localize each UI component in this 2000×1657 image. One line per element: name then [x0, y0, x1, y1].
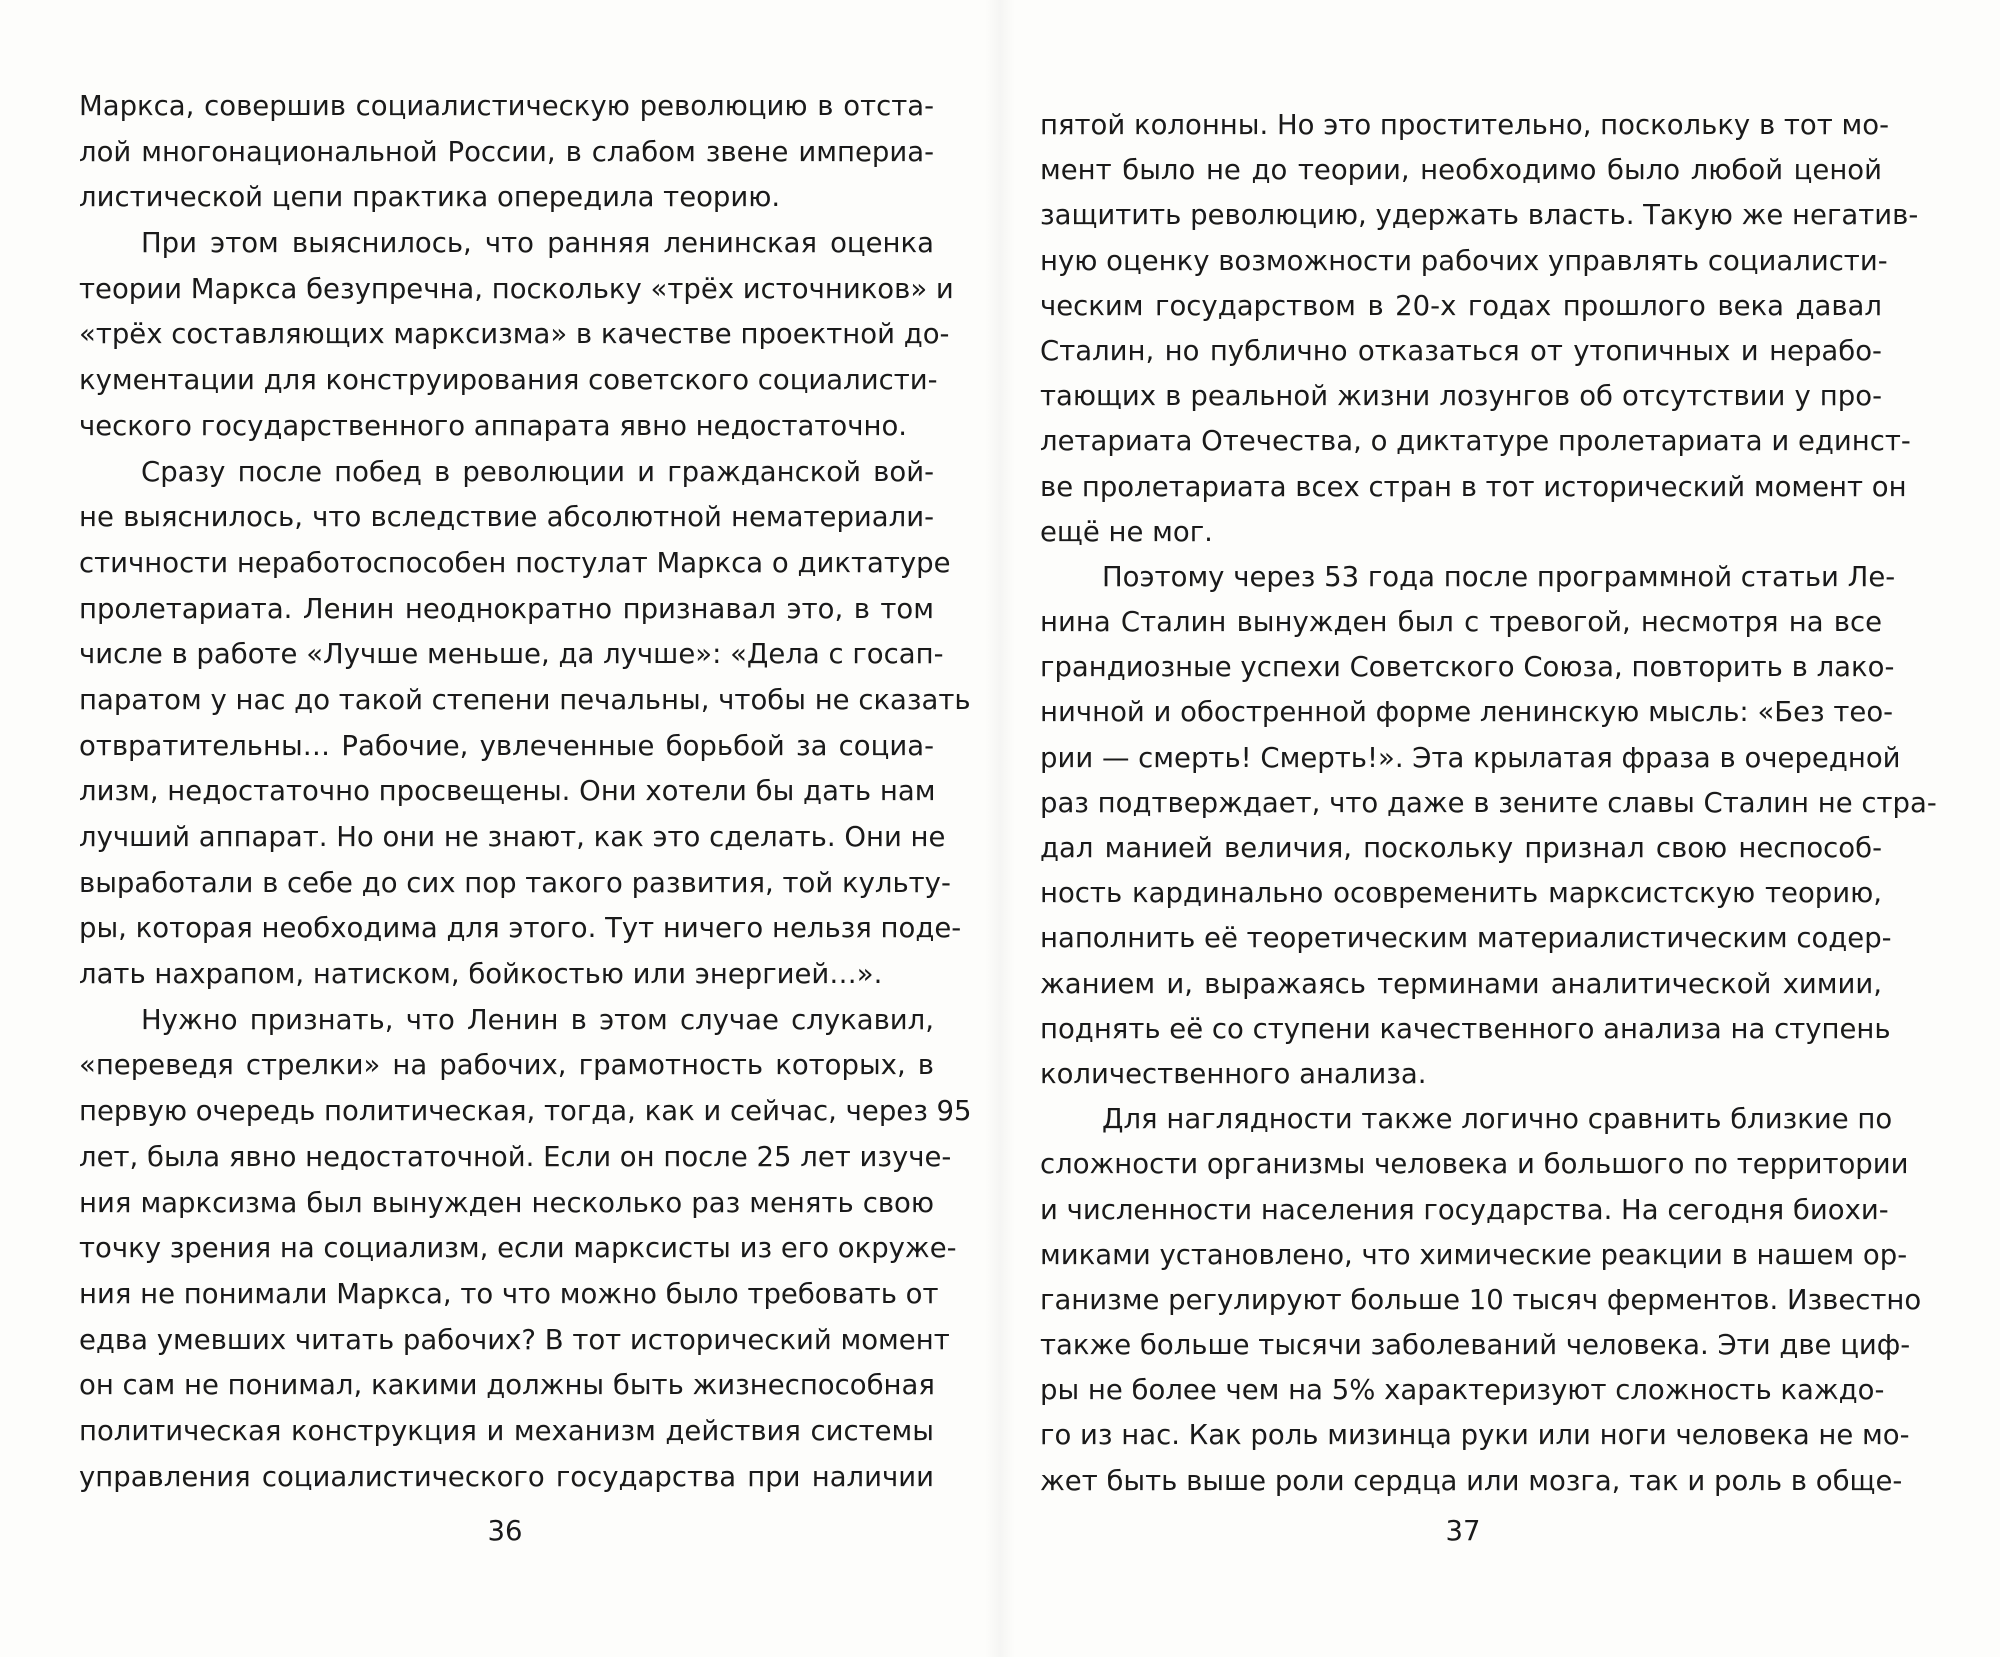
text-line: отвратительны… Рабочие, увлеченные борьбой за социа- [79, 729, 934, 762]
text-line: и численности населения государства. На сегодня биохи- [1040, 1193, 1889, 1226]
text-line: жанием и, выражаясь терминами аналитической химии, [1040, 967, 1882, 1000]
text-line: При этом выяснилось, что ранняя ленинская оценка [141, 227, 934, 260]
text-line: нина Сталин вынужден был с тревогой, несмотря на все [1040, 606, 1882, 639]
text-line: Маркса, совершив социалистическую революцию в отста- [79, 90, 934, 122]
text-line: лет, была явно недостаточной. Если он после 25 лет изуче- [79, 1140, 952, 1173]
text-line: грандиозные успехи Советского Союза, повторить в лако- [1040, 651, 1895, 684]
text-line: едва умевших читать рабочих? В тот исторический момент [79, 1323, 950, 1356]
text-line: ния марксизма был вынужден несколько раз менять свою [79, 1186, 934, 1219]
text-line: ную оценку возможности рабочих управлять социалисти- [1040, 244, 1888, 277]
text-line: лизм, недостаточно просвещены. Они хотели бы дать нам [79, 775, 936, 808]
text-line: Сталин, но публично отказаться от утопичных и нерабо- [1040, 334, 1882, 367]
text-line: паратом у нас до такой степени печальны, чтобы не сказать [79, 683, 971, 716]
text-line: лой многонациональной России, в слабом звене империа- [79, 135, 934, 168]
book-gutter [985, 0, 1015, 1657]
page-number-right: 37 [1445, 1515, 1481, 1547]
text-line: «трёх составляющих марксизма» в качестве проектной до- [79, 318, 950, 351]
left-page-text [79, 84, 972, 1500]
text-line: раз подтверждает, что даже в зените славы Сталин не стра- [1040, 786, 1937, 819]
text-line: первую очередь политическая, тогда, как и сейчас, через 95 [79, 1095, 972, 1128]
text-line: ганизме регулируют больше 10 тысяч ферментов. Известно [1040, 1283, 1922, 1316]
text-line: количественного анализа. [1040, 1057, 1427, 1090]
text-line: поднять её со ступени качественного анализа на ступень [1040, 1012, 1891, 1045]
text-line: он сам не понимал, какими должны быть жизнеспособная [79, 1369, 935, 1402]
text-line: ничной и обостренной форме ленинскую мысль: «Без тео- [1040, 696, 1894, 729]
text-line: миками установлено, что химические реакции в нашем ор- [1040, 1238, 1908, 1271]
text-line: тающих в реальной жизни лозунгов об отсутствии у про- [1040, 380, 1882, 413]
text-line: ческого государственного аппарата явно недостаточно. [79, 409, 908, 442]
text-line: стичности неработоспособен постулат Маркса о диктатуре [79, 546, 951, 579]
text-line: Поэтому через 53 года после программной статьи Ле- [1102, 560, 1896, 593]
text-line: лать нахрапом, натиском, бойкостью или энергией…». [79, 958, 883, 991]
text-line: пятой колонны. Но это простительно, поскольку в тот мо- [1040, 109, 1889, 141]
text-line: ве пролетариата всех стран в тот исторический момент он [1040, 470, 1907, 503]
text-line: дал манией величия, поскольку признал свою неспособ- [1040, 832, 1882, 864]
text-line: теории Маркса безупречна, поскольку «трёх источников» и [79, 272, 954, 305]
text-line: также больше тысячи заболеваний человека. Эти две циф- [1040, 1329, 1911, 1362]
text-line: «переведя стрелки» на рабочих, грамотность которых, в [79, 1049, 934, 1082]
text-line: наполнить её теоретическим материалистическим содер- [1040, 922, 1892, 955]
text-line: ры, которая необходима для этого. Тут ничего нельзя поде- [79, 912, 962, 945]
text-line: управления социалистического государства при наличии [79, 1460, 934, 1493]
text-line: пролетариата. Ленин неоднократно признавал это, в том [79, 592, 934, 625]
page-number-left: 36 [487, 1515, 523, 1547]
text-line: ры не более чем на 5% характеризуют сложность каждо- [1040, 1374, 1885, 1407]
right-page-text [1040, 103, 1937, 1504]
text-line: листической цепи практика опередила теорию. [79, 181, 781, 214]
text-line: выработали в себе до сих пор такого развития, той культу- [79, 866, 951, 899]
text-line: ещё не мог. [1040, 515, 1213, 548]
text-line: не выяснилось, что вследствие абсолютной нематериали- [79, 501, 934, 534]
text-line: точку зрения на социализм, если марксисты из его окруже- [79, 1232, 957, 1265]
text-line: летариата Отечества, о диктатуре пролетариата и единст- [1040, 425, 1911, 458]
text-line: политическая конструкция и механизм действия системы [79, 1414, 934, 1447]
text-line: числе в работе «Лучше меньше, да лучше»: «Дела с госап- [79, 638, 944, 671]
text-line: го из нас. Как роль мизинца руки или ноги человека не мо- [1040, 1419, 1910, 1452]
text-line: Для наглядности также логично сравнить близкие по [1102, 1103, 1893, 1136]
text-line: жет быть выше роли сердца или мозга, так и роль в обще- [1040, 1464, 1903, 1497]
text-line: Сразу после побед в революции и гражданской вой- [141, 455, 934, 488]
text-line: ность кардинально осовременить марксистскую теорию, [1040, 877, 1882, 910]
text-line: защитить революцию, удержать власть. Такую же негатив- [1040, 199, 1919, 232]
text-line: рии — смерть! Смерть!». Эта крылатая фраза в очередной [1040, 741, 1901, 774]
text-line: сложности организмы человека и большого по территории [1040, 1148, 1909, 1181]
text-line: кументации для конструирования советского социалисти- [79, 364, 938, 397]
text-line: ческим государством в 20-х годах прошлого века давал [1040, 289, 1882, 322]
text-line: Нужно признать, что Ленин в этом случае слукавил, [141, 1003, 934, 1036]
text-line: лучший аппарат. Но они не знают, как это сделать. Они не [79, 821, 946, 853]
text-line: ния не понимали Маркса, то что можно было требовать от [79, 1277, 939, 1310]
text-line: мент было не до теории, необходимо было любой ценой [1040, 154, 1882, 187]
